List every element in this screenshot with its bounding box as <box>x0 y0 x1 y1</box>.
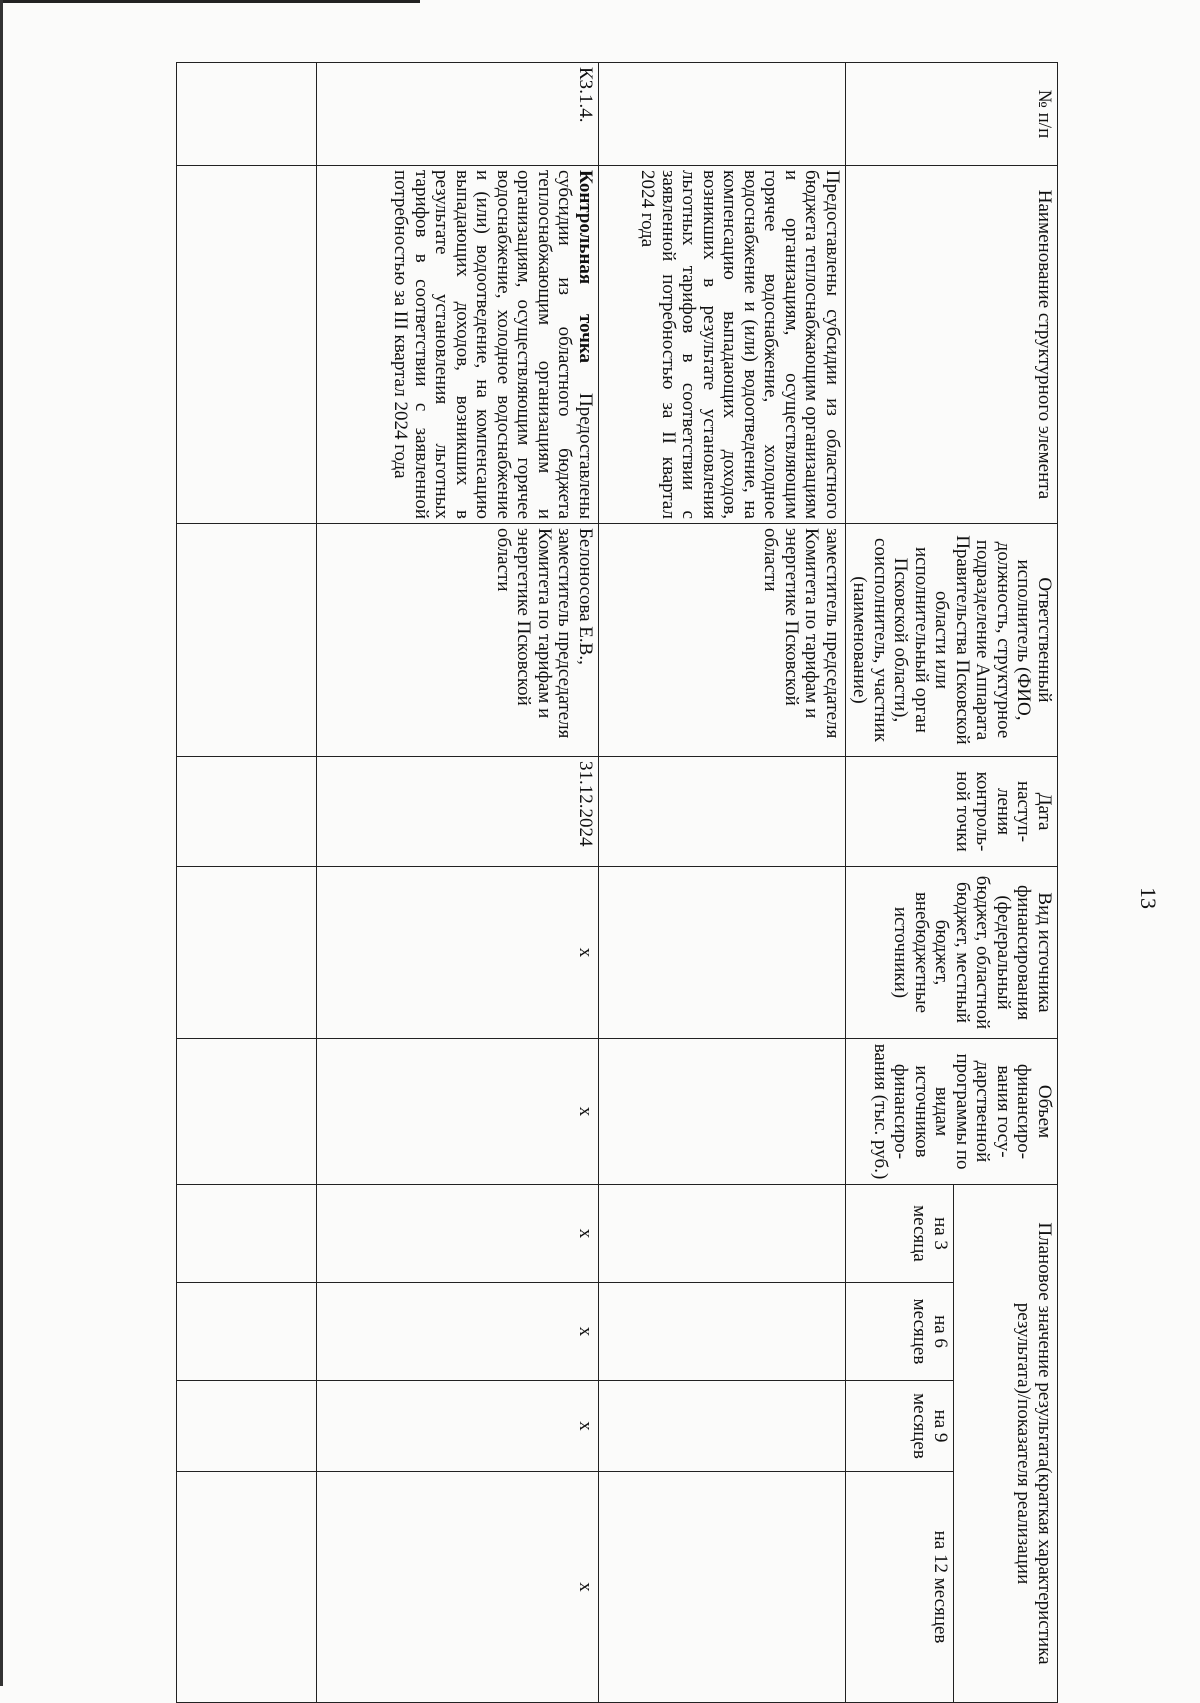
control-points-table <box>176 62 1058 1703</box>
table-row <box>317 63 599 1703</box>
row1-num <box>598 63 845 166</box>
row2-m6: х <box>317 1283 599 1381</box>
row2-name <box>317 166 599 524</box>
row1-responsible: заместитель председателя Комитета по тарифам и энергетике Псковской области <box>598 524 845 757</box>
row2-m3: х <box>317 1185 599 1283</box>
row1-m6 <box>598 1283 845 1381</box>
row1-m12 <box>598 1472 845 1703</box>
row1-source <box>598 867 845 1039</box>
header-m3: на 3 месяца <box>845 1185 953 1283</box>
scan-edge-top <box>0 0 420 9</box>
row2-m12: х <box>317 1472 599 1703</box>
rotated-table-wrapper <box>176 62 1058 1702</box>
page-number: 13 <box>1136 887 1161 909</box>
row3-m3 <box>177 1185 317 1283</box>
row1-name <box>598 166 845 524</box>
row1-m3 <box>598 1185 845 1283</box>
row2-m9: х <box>317 1381 599 1472</box>
row1-date <box>598 757 845 867</box>
header-plan: Плановое значение результата(краткая характеристика результата)/показателя реализации <box>953 1185 1057 1703</box>
row3-source <box>177 867 317 1039</box>
row3-m6 <box>177 1283 317 1381</box>
row2-source: х <box>317 867 599 1039</box>
table-row <box>598 63 845 1703</box>
row3-num <box>177 63 317 166</box>
header-m12: на 12 месяцев <box>845 1472 953 1703</box>
header-m9: на 9 месяцев <box>845 1381 953 1472</box>
row2-num: КЗ.1.4. <box>317 63 599 166</box>
row2-responsible: Белоносова Е.В., заместитель председателя Комитета по тарифам и энергетике Псковской области <box>317 524 599 757</box>
row3-responsible <box>177 524 317 757</box>
row3-volume <box>177 1039 317 1185</box>
row1-volume <box>598 1039 845 1185</box>
header-m6: на 6 месяцев <box>845 1283 953 1381</box>
header-name: Наименование структурного элемента <box>845 166 1057 524</box>
row2-name-text: Предоставлены субсидии из областного бюджета теплоснабжающим организациям и организациям, осуществляющим горячее водоснабжение, холодное водоснабжение и (или) водоотведение, на компенсацию выпадающих доходов, возникших в результате установления льготных тарифов в соответствии с заявленной потребностью за III квартал 2024 года <box>390 170 596 520</box>
header-date: Дата наступ-ления контроль-ной точки <box>845 757 1057 867</box>
row3-name <box>177 166 317 524</box>
row1-m9 <box>598 1381 845 1472</box>
row3-m9 <box>177 1381 317 1472</box>
scan-edge-left <box>0 0 9 1686</box>
row2-name-bold: Контрольная точка <box>574 170 596 364</box>
header-num: № п/п <box>845 63 1057 166</box>
row2-date: 31.12.2024 <box>317 757 599 867</box>
table-row <box>177 63 317 1703</box>
header-responsible: Ответственный исполнитель (ФИО, должность, структурное подразделение Аппарата Правительства Псковской области или исполнительный орган Псковской области), соисполнитель, участник (наименование) <box>845 524 1057 757</box>
row3-date <box>177 757 317 867</box>
row2-volume: х <box>317 1039 599 1185</box>
row3-m12 <box>177 1472 317 1703</box>
row1-name-text: Предоставлены субсидии из областного бюджета теплоснабжающим организациям и организациям, осуществляющим горячее водоснабжение, холодное водоснабжение и (или) водоотведение, на компенсацию выпадающих доходов, возникших в результате установления льготных тарифов в соответствии с заявленной потребностью за II квартал 2024 года <box>637 170 843 519</box>
header-volume: Объем финансиро-вания госу-дарственной программы по видам источников финансиро-вания (тыс. руб.) <box>845 1039 1057 1185</box>
header-source: Вид источника финансирования (федеральный бюджет, областной бюджет, местный бюджет, внебюджетные источники) <box>845 867 1057 1039</box>
